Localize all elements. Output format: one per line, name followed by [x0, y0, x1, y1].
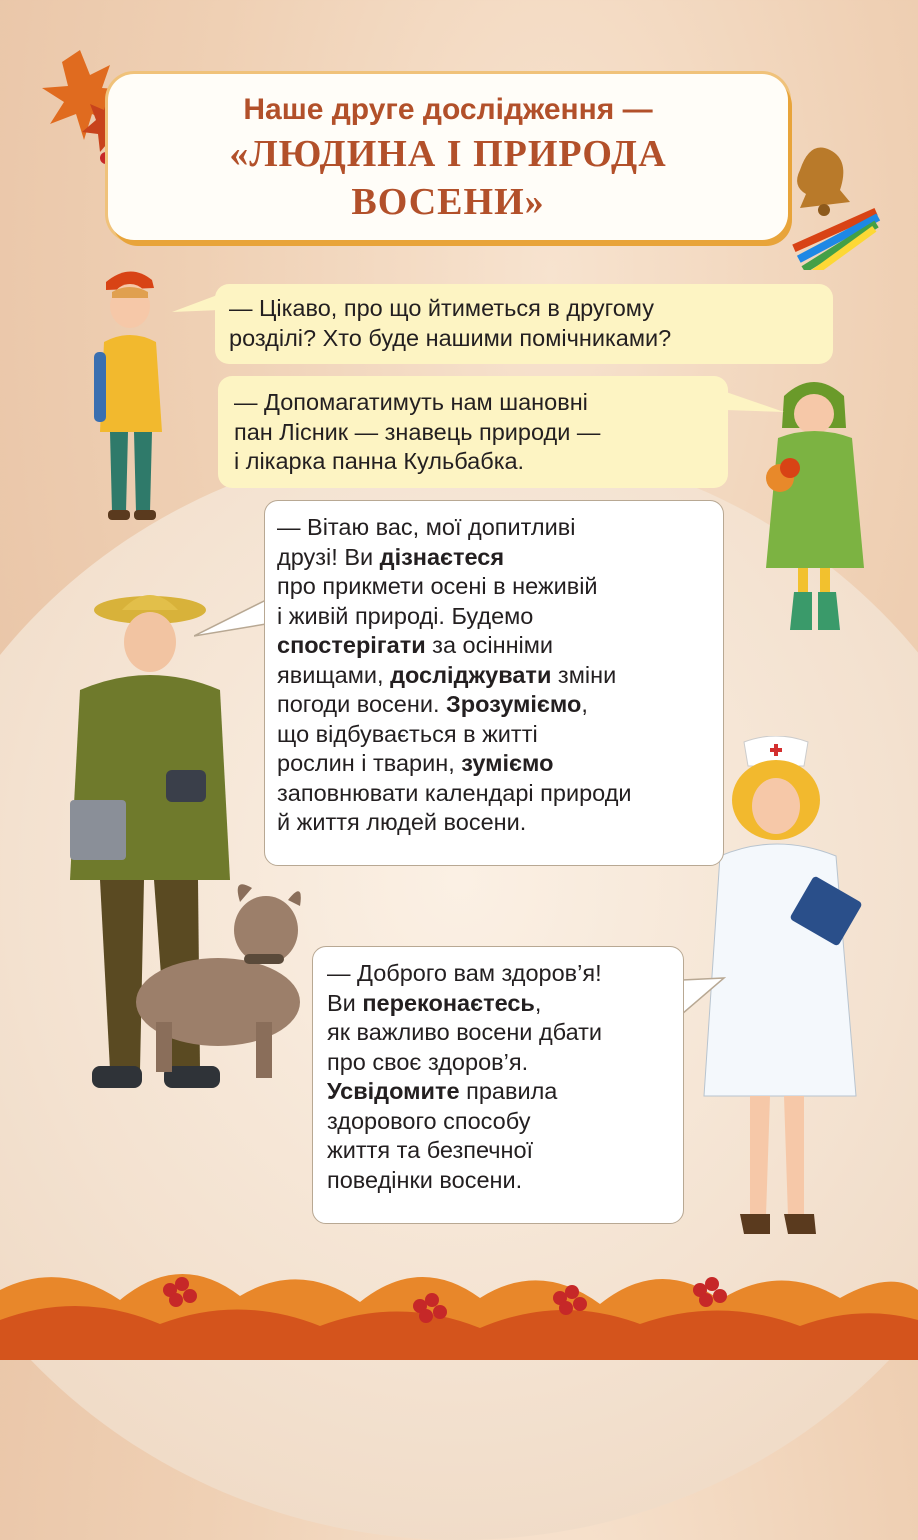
bubble-line [327, 1077, 683, 1107]
emphasis: спостерігати [277, 632, 426, 658]
emphasis: дізнаєтеся [379, 543, 505, 570]
bubble-line: заповнювати календарі природи [277, 779, 632, 806]
bubble-line: — Вітаю вас, мої допитливі [277, 514, 576, 540]
bubble-line [277, 749, 723, 779]
dog-illustration [128, 872, 318, 1092]
text: , [534, 989, 542, 1016]
boy-illustration [92, 262, 172, 532]
text: за осінніми [425, 632, 554, 658]
bubble-line: і лікарка панна Кульбабка. [234, 448, 525, 474]
text: погоди восени. [277, 691, 447, 717]
emphasis: зуміємо [461, 750, 554, 776]
bubble-line: поведінки восени. [327, 1166, 523, 1193]
bubble-line [277, 690, 723, 720]
bubble-line [277, 631, 723, 661]
text: явищами, [277, 661, 391, 688]
title-line-1: Наше друге дослідження — [243, 93, 653, 126]
bubble-line: і живій природі. Будемо [277, 602, 534, 629]
speech-bubble-forester [264, 500, 724, 866]
school-bell-and-pencils-illustration [780, 130, 890, 270]
bubble-line: життя та безпечної [327, 1137, 534, 1163]
bubble-line [277, 661, 723, 691]
text: друзі! Ви [277, 543, 380, 570]
bubble-line [327, 989, 683, 1019]
bubble-line: здорового способу [327, 1107, 531, 1134]
bubble-line: — Допомагатимуть нам шановні [234, 389, 588, 415]
title-line-2: «ЛЮДИНА І ПРИРОДА [229, 133, 667, 175]
bubble-line: — Цікаво, про що йтиметься в другому [229, 295, 654, 321]
bubble-line: розділі? Хто буде нашими помічниками? [229, 324, 672, 351]
text: рослин і тварин, [277, 750, 462, 776]
text: правила [459, 1078, 558, 1104]
speech-bubble-girl [218, 376, 728, 488]
speech-bubble-boy [215, 284, 833, 364]
emphasis: переконаєтесь [362, 989, 535, 1016]
bubble-line: про своє здоров’я. [327, 1048, 529, 1075]
bubble-tail-boy [172, 290, 220, 320]
text: , [581, 691, 588, 717]
title-panel [108, 74, 788, 240]
bubble-tail-girl [726, 388, 786, 422]
bubble-line: — Доброго вам здоров’я! [327, 960, 602, 986]
bubble-line: пан Лісник — знавець природи — [234, 418, 601, 445]
autumn-leaves-border-illustration [0, 1220, 918, 1360]
speech-bubble-doctor [312, 946, 684, 1224]
bubble-line: про прикмети осені в неживій [277, 573, 598, 599]
bubble-line: що відбувається в житті [277, 720, 538, 747]
emphasis: Усвідомите [327, 1078, 460, 1104]
emphasis: Зрозуміємо [446, 691, 582, 717]
bubble-line: як важливо восени дбати [327, 1019, 603, 1045]
bubble-line [277, 543, 723, 573]
bubble-tail-forester [194, 596, 266, 640]
title-line-3: ВОСЕНИ» [351, 181, 545, 223]
text: Ви [327, 989, 363, 1016]
text: зміни [551, 661, 617, 688]
emphasis: досліджувати [390, 661, 552, 688]
bubble-line: й життя людей восени. [277, 809, 527, 835]
bubble-tail-doctor [682, 976, 726, 1016]
